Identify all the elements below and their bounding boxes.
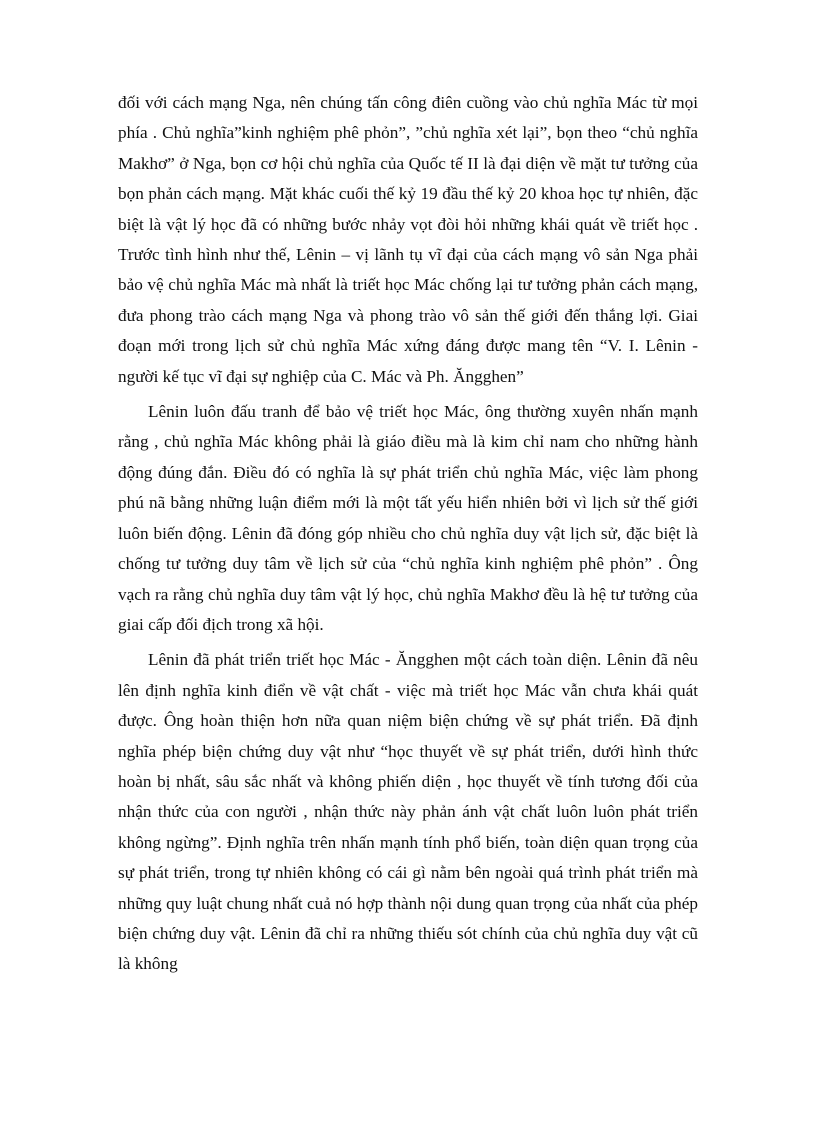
paragraph-1: đối với cách mạng Nga, nên chúng tấn công điên cuồng vào chủ nghĩa Mác từ mọi phía . Chủ nghĩa”kinh nghiệm phê phỏn”, ”chủ nghĩa xét lại”, bọn theo “chủ nghĩa Makhơ” ở Nga, bọn cơ hội chủ nghĩa của Quốc tế II là đại diện về mặt tư tưởng của bọn phản cách mạng. Mặt khác cuối thế kỷ 19 đầu thế kỷ 20 khoa học tự nhiên, đặc biệt là vật lý học đã có những bước nhảy vọt đòi hỏi những khái quát về triết học . Trước tình hình như thế, Lênin – vị lãnh tụ vĩ đại của cách mạng vô sản Nga phải bảo vệ chủ nghĩa Mác mà nhất là triết học Mác chống lại tư tưởng phản cách mạng, đưa phong trào cách mạng Nga và phong trào vô sản thế giới đến thắng lợi. Giai đoạn mới trong lịch sử chủ nghĩa Mác xứng đáng được mang tên “V. I. Lênin - người kế tục vĩ đại sự nghiệp của C. Mác và Ph. Ăngghen” <box>118 93 698 386</box>
paragraph-3: Lênin đã phát triển triết học Mác - Ăngghen một cách toàn diện. Lênin đã nêu lên định nghĩa kinh điển về vật chất - việc mà triết học Mác vẫn chưa khái quát được. Ông hoàn thiện hơn nữa quan niệm biện chứng về sự phát triển. Đã định nghĩa phép biện chứng duy vật như “học thuyết về sự phát triển, dưới hình thức hoàn bị nhất, sâu sắc nhất và không phiến diện , học thuyết về tính tương đối của nhận thức của con người , nhận thức này phản ánh vật chất luôn luôn phát triển không ngừng”. Định nghĩa trên nhấn mạnh tính phổ biến, toàn diện quan trọng của sự phát triển, trong tự nhiên không có cái gì nằm bên ngoài quá trình phát triển mà những quy luật chung nhất cuả nó hợp thành nội dung quan trọng của nhất của phép biện chứng duy vật. Lênin đã chỉ ra những thiếu sót chính của chủ nghĩa duy vật cũ là không <box>118 650 698 974</box>
document-body <box>118 88 698 985</box>
paragraph-2: Lênin luôn đấu tranh để bảo vệ triết học Mác, ông thường xuyên nhấn mạnh rằng , chủ nghĩa Mác không phải là giáo điều mà là kim chỉ nam cho những hành động đúng đắn. Điều đó có nghĩa là sự phát triển chủ nghĩa Mác, việc làm phong phú nã bằng những luận điểm mới là một tất yếu hiển nhiên bởi vì lịch sử thế giới luôn biến động. Lênin đã đóng góp nhiều cho chủ nghĩa duy vật lịch sử, đặc biệt là chống tư tưởng duy tâm về lịch sử của “chủ nghĩa kinh nghiệm phê phỏn” . Ông vạch ra rằng chủ nghĩa duy tâm vật lý học, chủ nghĩa Makhơ đều là hệ tư tưởng của giai cấp đối địch trong xã hội. <box>118 402 698 634</box>
